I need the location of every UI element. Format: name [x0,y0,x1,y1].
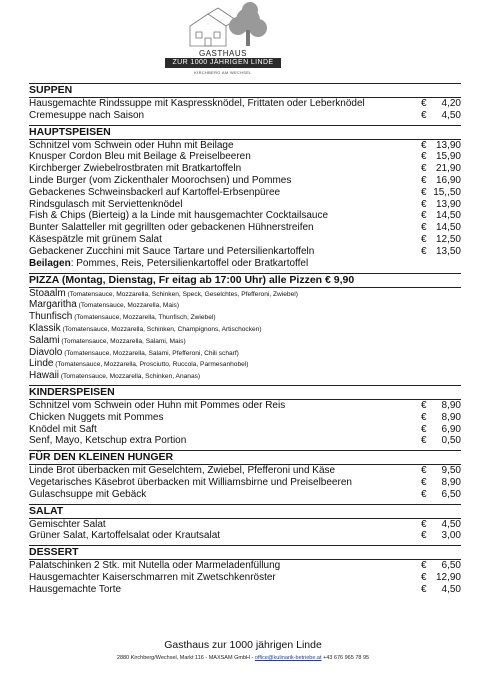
side-dishes-label: Beilagen [29,257,71,269]
menu-item [29,400,461,412]
currency-symbol: € [421,530,427,542]
menu-item-price-value: 4,20 [441,98,461,109]
menu-item-price [421,140,461,152]
pizza-item [29,370,461,382]
menu-item-price-value: 8,90 [441,476,461,488]
menu-item-name: Hausgemachte Rindssuppe mit Kaspressknödel, Frittaten oder Leberknödel [29,98,365,109]
menu-item [29,477,461,489]
menu-item-price-value: 4,50 [441,109,461,121]
menu-item-name: Palatschinken 2 Stk. mit Nutella oder Marmeladenfüllung [29,560,281,572]
menu-item [29,584,461,596]
logo-name-top: GASTHAUS [198,49,247,58]
currency-symbol: € [421,186,427,198]
menu-item [29,110,461,122]
menu-item-price-value: 6,50 [441,560,461,572]
pizza-item [29,335,461,347]
currency-symbol: € [421,423,427,435]
menu-item-price [421,400,461,412]
menu-item-name: Knödel mit Saft [29,423,97,435]
currency-symbol: € [421,488,427,500]
pizza-name: Salami [29,334,60,346]
pizza-item [29,299,461,311]
section-title: HAUPTSPEISEN [29,125,461,140]
menu-item-price [421,187,461,199]
menu-item [29,98,461,110]
menu-item-name: Cremesuppe nach Saison [29,109,145,121]
section-title: PIZZA (Montag, Dienstag, Fr eitag ab 17:00 Uhr) alle Pizzen € 9,90 [29,273,461,288]
menu-item-price-value: 14,50 [435,210,461,222]
menu-item [29,210,461,222]
logo-place: KIRCHBERG AM WECHSEL [194,70,252,75]
pizza-name: Hawaii [29,370,60,382]
menu-item [29,234,461,246]
pizza-item [29,358,461,370]
pizza-name: Linde [29,358,54,370]
footer-title: Gasthaus zur 1000 jährigen Linde [164,639,322,651]
menu-item-name: Schnitzel vom Schwein oder Huhn mit Pommes oder Reis [29,399,286,411]
menu-item [29,175,461,187]
currency-symbol: € [421,163,427,175]
menu-item [29,151,461,163]
menu-item-price-value: 4,50 [441,518,461,530]
menu-item-name: Gebackener Zucchini mit Sauce Tartare und Petersilienkartoffeln [29,245,315,257]
menu-item-price [421,175,461,187]
currency-symbol: € [421,151,427,163]
pizza-name: Klassik [29,322,61,334]
menu-item-price-value: 12,90 [435,571,461,583]
menu-list [29,83,461,596]
menu-item [29,412,461,424]
menu-item-price [421,572,461,584]
menu-item [29,530,461,542]
menu-item-price-value: 14,50 [435,222,461,234]
menu-item-price [421,110,461,122]
menu-item-price [421,477,461,489]
menu-item-price-value: 13,90 [435,139,461,151]
menu-item-price [421,98,461,110]
menu-item-name: Grüner Salat, Kartoffelsalat oder Krautsalat [29,530,221,542]
menu-item-price-value: 6,50 [441,488,461,500]
side-dishes-note [29,258,461,270]
menu-item-price [421,163,461,175]
menu-item-price-value: 21,90 [435,163,461,175]
menu-item [29,519,461,531]
menu-item-name: Linde Burger (vom Zickenthaler Moorochsen) und Pommes [29,174,292,186]
pizza-name: Diavolo [29,346,63,358]
menu-item-price [421,465,461,477]
menu-item [29,465,461,477]
currency-symbol: € [421,174,427,186]
currency-symbol: € [421,435,427,447]
menu-item-price [421,234,461,246]
currency-symbol: € [421,571,427,583]
menu-item-name: Gulaschsuppe mit Gebäck [29,488,147,500]
currency-symbol: € [421,518,427,530]
menu-item-price-value: 12,50 [435,233,461,245]
side-dishes-text: : Pommes, Reis, Petersilienkartoffel oder Bratkartoffel [70,257,309,269]
menu-item-name: Käsespätzle mit grünem Salat [29,233,162,245]
currency-symbol: € [421,583,427,595]
currency-symbol: € [421,98,427,109]
pizza-ingredients: (Tomatensauce, Mozzarella, Salami, Mais) [59,337,186,345]
menu-item-price-value: 8,90 [441,399,461,411]
menu-item-price [421,151,461,163]
menu-item-name: Vegetarisches Käsebrot überbacken mit Williamsbirne und Preiselbeeren [29,476,352,488]
menu-item-price [421,424,461,436]
pizza-item [29,311,461,323]
menu-item [29,222,461,234]
section-title: FÜR DEN KLEINEN HUNGER [29,450,461,465]
menu-item [29,163,461,175]
currency-symbol: € [421,109,427,121]
logo-linde-tree-house-icon [160,2,286,60]
menu-item-price [421,435,461,447]
menu-item-price [421,584,461,596]
menu-item-price [421,530,461,542]
currency-symbol: € [421,139,427,151]
menu-item-price [421,519,461,531]
menu-item-price-value: 15,,50 [433,186,461,198]
pizza-ingredients: (Tomatensauce, Mozzarella, Schinken, Ananas) [59,373,201,381]
menu-item-name: Bunter Salatteller mit gegrillten oder gebackenen Hühnerstreifen [29,222,314,234]
menu-item-price-value: 6,90 [441,423,461,435]
pizza-item [29,323,461,335]
pizza-item [29,347,461,359]
menu-item-price [421,560,461,572]
menu-item-price-value: 8,90 [441,411,461,423]
menu-item-price [421,210,461,222]
menu-item-name: Hausgemachte Torte [29,583,122,595]
currency-symbol: € [421,399,427,411]
pizza-ingredients: (Tomatensauce, Mozzarella, Prosciutto, Ruccola, Parmesanhobel) [53,361,249,369]
currency-symbol: € [421,465,427,477]
currency-symbol: € [421,222,427,234]
pizza-ingredients: (Tomatensauce, Mozzarella, Schinken, Champignons, Artischocken) [60,325,262,333]
menu-item-name: Fish & Chips (Bierteig) a la Linde mit hausgemachter Cocktailsauce [29,210,329,222]
pizza-name: Thunfisch [29,311,73,323]
menu-item [29,140,461,152]
menu-item-name: Schnitzel vom Schwein oder Huhn mit Beilage [29,139,234,151]
section-title: SUPPEN [29,83,461,98]
menu-item-price-value: 4,50 [441,583,461,595]
pizza-item [29,288,461,300]
currency-symbol: € [421,233,427,245]
currency-symbol: € [421,476,427,488]
menu-item [29,435,461,447]
menu-item-price-value: 13,90 [435,198,461,210]
menu-item-name: Chicken Nuggets mit Pommes [29,411,164,423]
currency-symbol: € [421,210,427,222]
pizza-name: Stoaalm [29,287,66,299]
menu-item [29,199,461,211]
menu-item [29,560,461,572]
menu-item-name: Rindsgulasch mit Serviettenknödel [29,198,183,210]
menu-item [29,572,461,584]
pizza-ingredients: (Tomatensauce, Mozzarella, Schinken, Speck, Geselchtes, Pfefferoni, Zwiebel) [65,290,298,298]
currency-symbol: € [421,411,427,423]
footer-address-line [0,655,486,661]
menu-item-price [421,246,461,258]
menu-item-price-value: 13,50 [435,245,461,257]
menu-item-name: Knusper Cordon Bleu mit Beilage & Preiselbeeren [29,151,251,163]
menu-item-price-value: 16,90 [435,174,461,186]
menu-item-name: Gebackenes Schweinsbackerl auf Kartoffel-Erbsenpüree [29,186,281,198]
menu-item-price [421,222,461,234]
menu-item [29,246,461,258]
footer-email-link[interactable]: office@kulinarik-betriebe.at [254,655,322,661]
logo-name-bar: ZUR 1000 JÄHRIGEN LINDE [165,58,281,68]
section-title: KINDERSPEISEN [29,385,461,400]
menu-item-price-value: 15,90 [435,151,461,163]
menu-item-price-value: 0,50 [441,435,461,447]
pizza-name: Margaritha [29,299,77,311]
menu-item [29,424,461,436]
footer-phone: +43 676 965 78 95 [323,655,370,661]
menu-item-price-value: 9,50 [441,465,461,477]
section-title: SALAT [29,504,461,519]
menu-item-price [421,199,461,211]
menu-item-name: Senf, Mayo, Ketschup extra Portion [29,435,187,447]
menu-item-name: Kirchberger Zwiebelrostbraten mit Bratkartoffeln [29,163,242,175]
pizza-ingredients: (Tomatensauce, Mozzarella, Thunfisch, Zwiebel) [72,314,216,322]
menu-item-price [421,412,461,424]
menu-item-name: Gemischter Salat [29,518,106,530]
menu-item-price-value: 3,00 [441,530,461,542]
pizza-ingredients: (Tomatensauce, Mozzarella, Mais) [76,302,180,310]
currency-symbol: € [421,245,427,257]
menu-item-price [421,489,461,501]
currency-symbol: € [421,198,427,210]
menu-item [29,489,461,501]
menu-item [29,187,461,199]
section-title: DESSERT [29,545,461,560]
pizza-ingredients: (Tomatensauce, Mozzarella, Salami, Pfefferoni, Chili scharf) [62,349,239,357]
menu-item-name: Hausgemachter Kaiserschmarren mit Zwetschkenröster [29,571,276,583]
footer-address: 2880 Kirchberg/Wechsel, Markt 116 - MAXSAM GmbH - [116,655,254,661]
menu-item-name: Linde Brot überbacken mit Geselchtem, Zwiebel, Pfefferoni und Käse [29,465,336,477]
currency-symbol: € [421,560,427,572]
